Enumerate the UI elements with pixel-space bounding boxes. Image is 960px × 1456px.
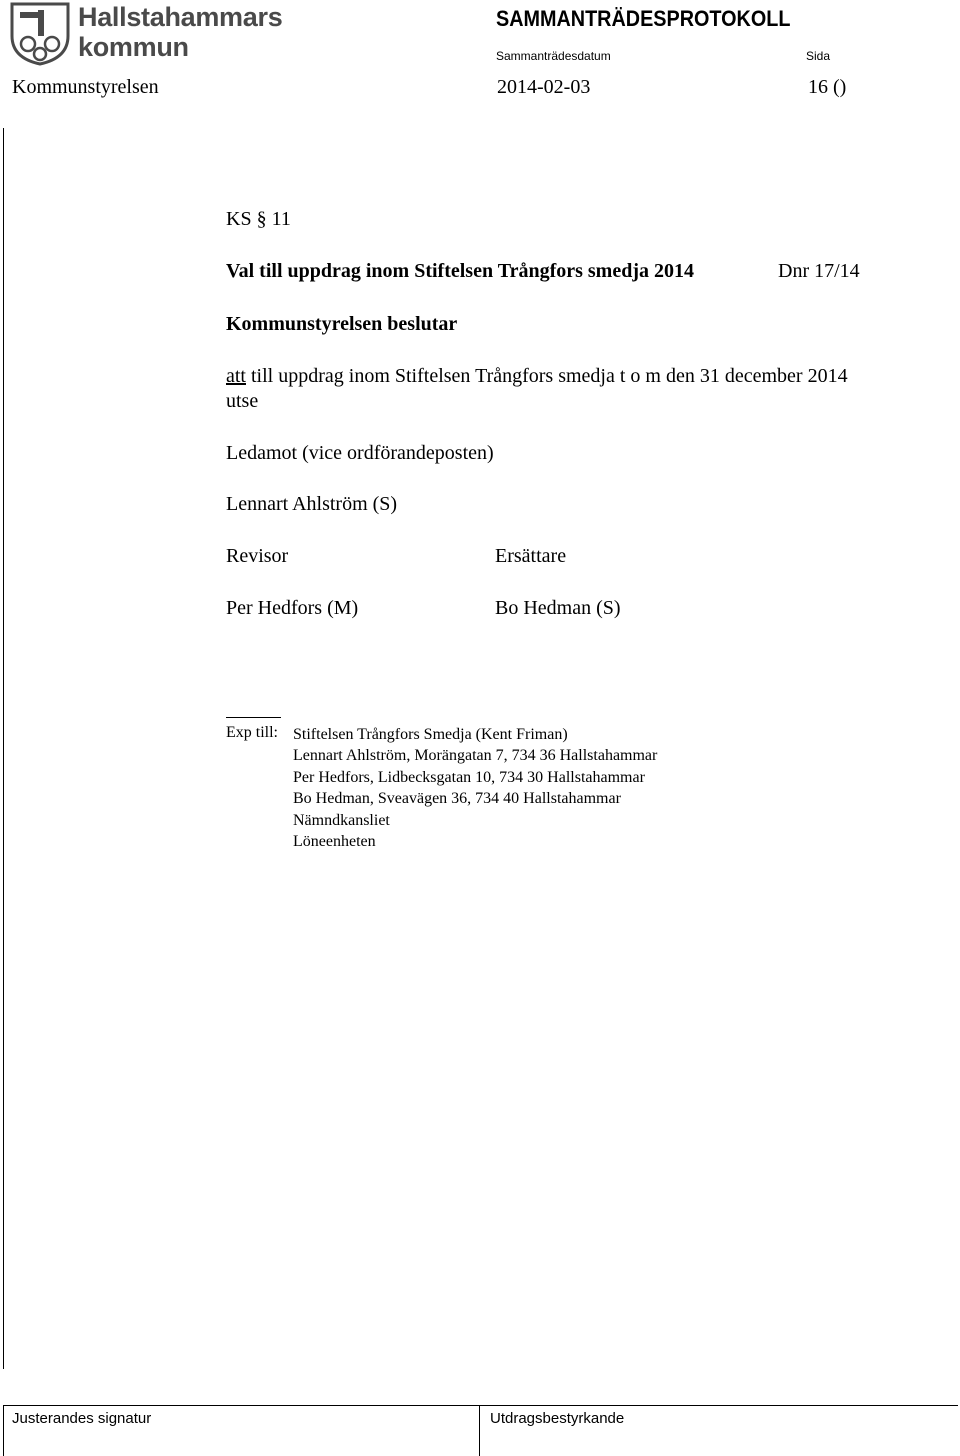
page-label: Sida xyxy=(806,49,831,63)
signature-label: Justerandes signatur xyxy=(12,1410,152,1427)
date-label: Sammanträdesdatum xyxy=(496,49,611,63)
list-item: Bo Hedman, Sveavägen 36, 734 40 Hallstahammar xyxy=(293,790,621,808)
meeting-date: 2014-02-03 xyxy=(497,76,591,98)
role-substitute: Ersättare xyxy=(495,545,567,567)
logo-line2: kommun xyxy=(78,32,189,62)
section-number: KS § 11 xyxy=(226,208,291,230)
matter-dnr: Dnr 17/14 xyxy=(778,260,860,282)
decision-text-line2: utse xyxy=(226,390,259,412)
list-item: Löneenheten xyxy=(293,833,376,851)
list-item: Nämndkansliet xyxy=(293,811,390,829)
substitute-name: Bo Hedman (S) xyxy=(495,597,621,619)
role-member: Ledamot (vice ordförandeposten) xyxy=(226,442,494,464)
decision-text-line1 xyxy=(226,365,848,388)
certificate-label: Utdragsbestyrkande xyxy=(490,1410,625,1427)
auditor-name: Per Hedfors (M) xyxy=(226,597,359,619)
decision-att: att xyxy=(226,365,246,387)
matter-title: Val till uppdrag inom Stiftelsen Trångfors smedja 2014 xyxy=(226,260,694,282)
list-item: Stiftelsen Trångfors Smedja (Kent Friman) xyxy=(293,726,568,743)
list-item: Lennart Ahlström, Morängatan 7, 734 36 Hallstahammar xyxy=(293,747,658,765)
distribution-rule xyxy=(226,717,281,718)
decision-heading: Kommunstyrelsen beslutar xyxy=(226,313,458,335)
list-item: Per Hedfors, Lidbecksgatan 10, 734 30 Hallstahammar xyxy=(293,768,645,786)
coat-of-arms-icon xyxy=(8,2,72,66)
member-name: Lennart Ahlström (S) xyxy=(226,493,398,515)
distribution-list xyxy=(293,724,657,852)
distribution-label: Exp till: xyxy=(226,724,278,741)
logo-text xyxy=(78,2,282,62)
footer-left-rule xyxy=(3,1405,4,1456)
footer-divider-rule xyxy=(479,1405,480,1456)
logo-line1: Hallstahammars xyxy=(78,2,283,32)
municipality-logo xyxy=(8,2,283,66)
role-auditor: Revisor xyxy=(226,545,289,567)
footer-rule xyxy=(3,1405,958,1406)
decision-text: till uppdrag inom Stiftelsen Trångfors smedja t o m den 31 december 2014 xyxy=(251,365,848,387)
left-margin-rule xyxy=(3,128,4,1369)
committee-name: Kommunstyrelsen xyxy=(12,76,159,98)
document-type-title: SAMMANTRÄDESPROTOKOLL xyxy=(496,6,791,31)
page-number: 16 () xyxy=(808,76,847,98)
